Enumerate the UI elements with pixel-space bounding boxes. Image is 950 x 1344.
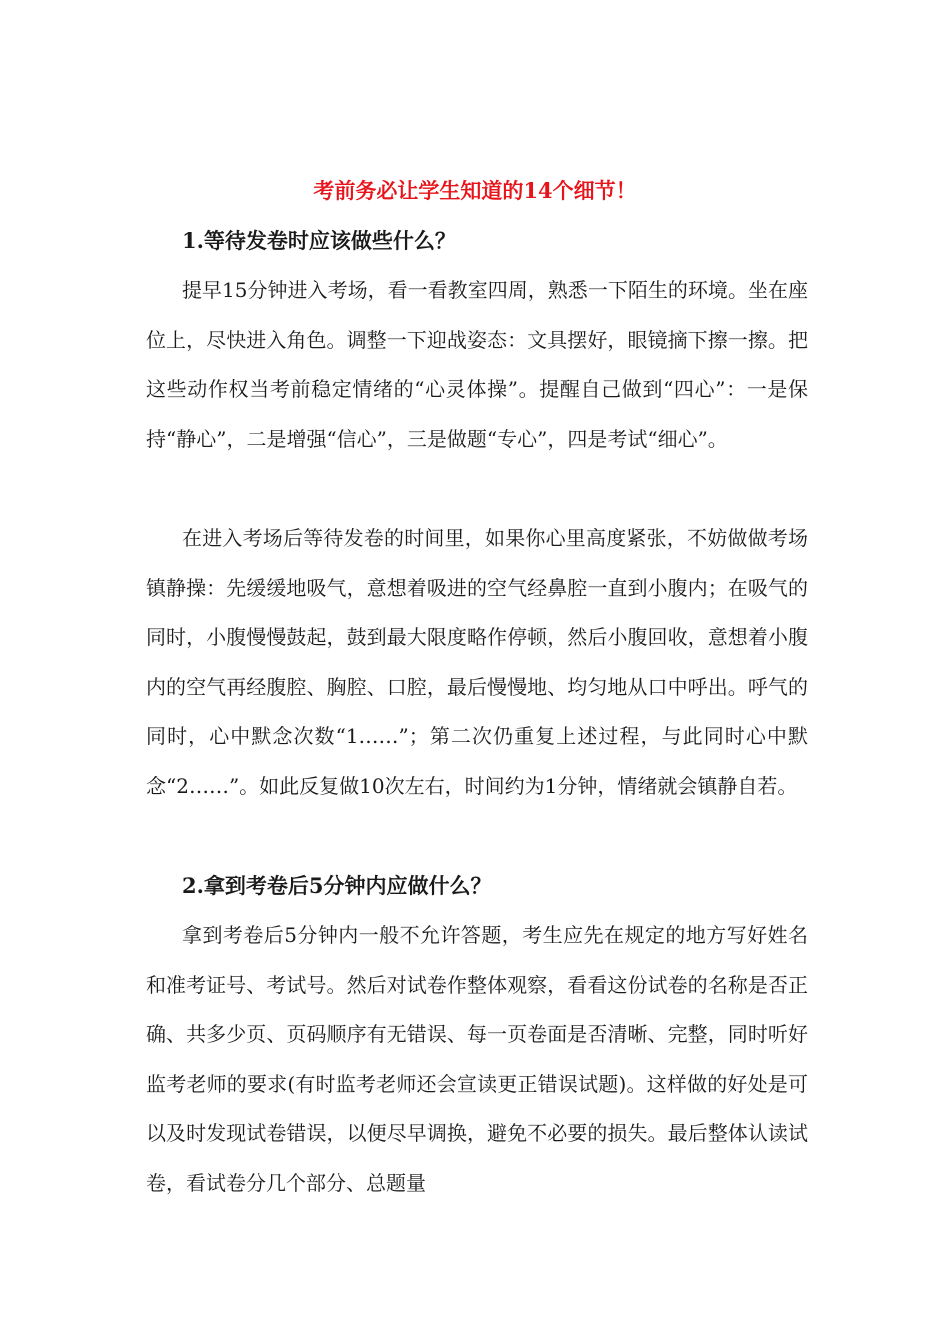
section-1-paragraph-2: 在进入考场后等待发卷的时间里，如果你心里高度紧张，不妨做做考场镇静操：先缓缓地吸气，意想着吸进的空气经鼻腔一直到小腹内；在吸气的同时，小腹慢慢鼓起，鼓到最大限度略作停顿，然后小腹回收，意想着小腹内的空气再经腹腔、胸腔、口腔，最后慢慢地、均匀地从口中呼出。呼气的同时，心中默念次数“1……”；第二次仍重复上述过程，与此同时心中默念“2……”。如此反复做10次左右，时间约为1分钟，情绪就会镇静自若。: [146, 526, 808, 798]
document-title: 考前务必让学生知道的14个细节！: [313, 178, 637, 203]
section-2-heading: 2.拿到考卷后5分钟内应做什么？: [182, 873, 492, 898]
section-1-heading: 1.等待发卷时应该做些什么？: [182, 228, 456, 253]
section-2-paragraph-1: 拿到考卷后5分钟内一般不允许答题，考生应先在规定的地方写好姓名和准考证号、考试号。然后对试卷作整体观察，看看这份试卷的名称是否正确、共多少页、页码顺序有无错误、每一页卷面是否清晰、完整，同时听好监考老师的要求(有时监考老师还会宣读更正错误试题)。这样做的好处是可以及时发现试卷错误，以便尽早调换，避免不必要的损失。最后整体认读试卷，看试卷分几个部分、总题量: [146, 923, 808, 1195]
section-1-paragraph-1: 提早15分钟进入考场，看一看教室四周，熟悉一下陌生的环境。坐在座位上，尽快进入角色。调整一下迎战姿态：文具摆好，眼镜摘下擦一擦。把这些动作权当考前稳定情绪的“心灵体操”。提醒自己做到“四心”：一是保持“静心”，二是增强“信心”，三是做题“专心”，四是考试“细心”。: [146, 278, 808, 451]
